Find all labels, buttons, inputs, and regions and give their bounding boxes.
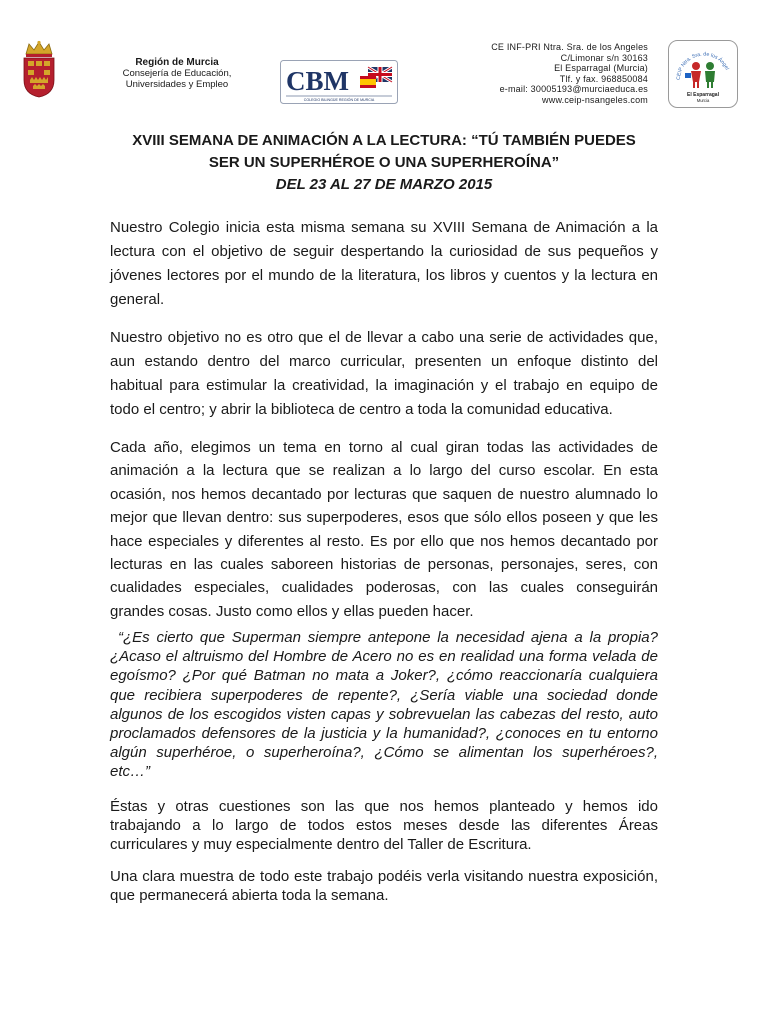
title-line1: XVIII SEMANA DE ANIMACIÓN A LA LECTURA: “TÚ TAMBIÉN PUEDES bbox=[132, 132, 636, 149]
paragraph-quote: “¿Es cierto que Superman siempre antepone la necesidad ajena a la propia? ¿Acaso el altruismo del Hombre de Acero no es en realidad una forma velada de egoísmo? ¿Por qué Batman no mata a Joker?, ¿cómo reaccionaría cualquiera que recibiera superpoderes de repente?, ¿Sería viable una sociedad donde algunos de los escogidos visten capas y sobrevuelan las cabezas del resto, auto proclamados defensores de la justicia y la humanidad?, ¿conoces en tu entorno algún superhéroe, o superheroína?, ¿Cómo se alimentan los superhéroes?, etc…” bbox=[110, 629, 658, 781]
school-logo-label1: El Esparragal bbox=[687, 92, 719, 98]
region-dept-line2: Universidades y Empleo bbox=[125, 79, 229, 90]
paragraph-exhibition: Una clara muestra de todo este trabajo podéis verla visitando nuestra exposición, que permanecerá abierta toda la semana. bbox=[110, 868, 658, 904]
school-address: C/Limonar s/n 30163 bbox=[560, 52, 648, 63]
school-website: www.ceip-nsangeles.com bbox=[542, 94, 648, 105]
region-murcia-text-block bbox=[112, 57, 242, 90]
title-date: DEL 23 AL 27 DE MARZO 2015 bbox=[275, 176, 493, 193]
document-title bbox=[0, 130, 768, 196]
school-contact-block bbox=[458, 42, 648, 105]
paragraph-questions: Éstas y otras cuestiones son las que nos hemos planteado y hemos ido trabajando a lo largo de todos estos meses desde las diferentes Áreas curriculares y muy especialmente dentro del Taller de Escritura. bbox=[110, 798, 658, 853]
school-email: e-mail: 30005193@murciaeduca.es bbox=[499, 84, 648, 94]
cbm-logo bbox=[280, 60, 398, 104]
school-logo bbox=[668, 40, 738, 108]
school-name: CE INF-PRI Ntra. Sra. de los Angeles bbox=[491, 42, 648, 52]
paragraph-intro: Nuestro Colegio inicia esta misma semana su XVIII Semana de Animación a la lectura con el objetivo de seguir despertando la curiosidad de sus pequeños y jóvenes lectores por el mundo de la literatura, los libros y cuentos y la lectura en general. bbox=[110, 219, 658, 308]
paragraph-objective: Nuestro objetivo no es otro que el de llevar a cabo una serie de actividades que, aun estando dentro del marco curricular, presenten un enfoque distinto del habitual para estimular la creatividad, la imaginación y el trabajo en equipo de todo el centro; y abrir la biblioteca de centro a toda la comunidad educativa. bbox=[110, 329, 658, 418]
cbm-logo-subtext: COLEGIO BILINGÜE REGIÓN DE MURCIA bbox=[303, 98, 375, 102]
title-line2: SER UN SUPERHÉROE O UNA SUPERHEROÍNA” bbox=[208, 154, 560, 171]
paragraph-theme: Cada año, elegimos un tema en torno al cual giran todas las actividades de animación a la lectura que se realizan a lo largo del curso escolar. En esta ocasión, nos hemos decantado por lecturas que saquen de nuestro alumnado lo mejor que llevan dentro: sus superpoderes, esos que sólo ellos poseen y que les hace especiales y diferentes al resto. Es por ello que nos hemos decantado por lecturas en las cuales saboreen historias de personas, personajes, seres, con cualidades especiales, cualidades poderosas, con las cuales conseguirán grandes cosas. Justo como ellos y ellas pueden hacer. bbox=[110, 439, 658, 620]
school-logo-label2: Murcia bbox=[696, 98, 710, 103]
region-dept-line1: Consejería de Educación, bbox=[122, 68, 232, 79]
school-phone: Tlf. y fax. 968850084 bbox=[559, 73, 648, 84]
region-name: Región de Murcia bbox=[135, 57, 219, 68]
region-murcia-crest-logo bbox=[20, 40, 58, 98]
school-town: El Esparragal (Murcia) bbox=[554, 63, 648, 73]
school-logo-arc-text: CEIP Ntra. Sra. de los Ángel bbox=[675, 51, 730, 81]
cbm-logo-text: CBM bbox=[286, 66, 349, 96]
